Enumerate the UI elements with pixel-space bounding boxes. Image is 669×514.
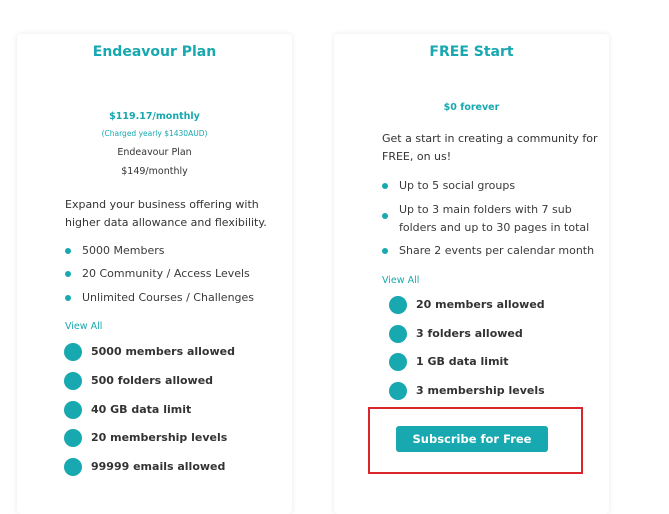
endeavour-plan-card — [17, 34, 292, 514]
subscribe-button[interactable]: Subscribe for Free — [396, 426, 548, 452]
circle-icon — [64, 401, 82, 419]
allowance-item: 3 folders allowed — [389, 325, 523, 343]
plan-description: Get a start in creating a community for FREE, on us! — [382, 132, 598, 163]
allowance-item: 5000 members allowed — [64, 343, 235, 361]
bullet-icon — [382, 248, 388, 254]
bullet-icon — [65, 248, 71, 254]
feature-item: 5000 Members — [65, 242, 164, 260]
circle-icon — [389, 353, 407, 371]
view-all-link[interactable]: View All — [65, 321, 103, 332]
allowance-item: 3 membership levels — [389, 382, 545, 400]
plan-title: FREE Start — [429, 44, 514, 60]
bullet-icon — [65, 271, 71, 277]
plan-original-price: $149/monthly — [121, 166, 188, 177]
circle-icon — [64, 458, 82, 476]
feature-item: 20 Community / Access Levels — [65, 265, 250, 283]
highlight-box — [368, 407, 583, 474]
allowance-item: 99999 emails allowed — [64, 458, 225, 476]
allowance-item: 40 GB data limit — [64, 401, 191, 419]
plan-original-name: Endeavour Plan — [117, 147, 192, 158]
allowance-item: 20 membership levels — [64, 429, 227, 447]
circle-icon — [64, 372, 82, 390]
feature-item: Unlimited Courses / Challenges — [65, 289, 254, 307]
allowance-item: 20 members allowed — [389, 296, 545, 314]
plan-price: $119.17/monthly — [109, 111, 200, 122]
bullet-icon — [65, 295, 71, 301]
plan-price: $0 forever — [443, 102, 500, 113]
bullet-icon — [382, 183, 388, 189]
plan-price-note: (Charged yearly $1430AUD) — [101, 129, 208, 138]
plan-title: Endeavour Plan — [92, 44, 217, 60]
allowance-item: 500 folders allowed — [64, 372, 213, 390]
plan-description: Expand your business offering with higher data allowance and flexibility. — [65, 198, 267, 229]
circle-icon — [389, 325, 407, 343]
allowance-item: 1 GB data limit — [389, 353, 509, 371]
circle-icon — [389, 296, 407, 314]
bullet-icon — [382, 213, 388, 219]
circle-icon — [64, 429, 82, 447]
view-all-link[interactable]: View All — [382, 275, 420, 286]
feature-item: Share 2 events per calendar month — [382, 242, 609, 260]
circle-icon — [389, 382, 407, 400]
feature-item: Up to 5 social groups — [382, 177, 604, 195]
circle-icon — [64, 343, 82, 361]
feature-item: Up to 3 main folders with 7 sub folders and up to 30 pages in total — [382, 201, 604, 237]
